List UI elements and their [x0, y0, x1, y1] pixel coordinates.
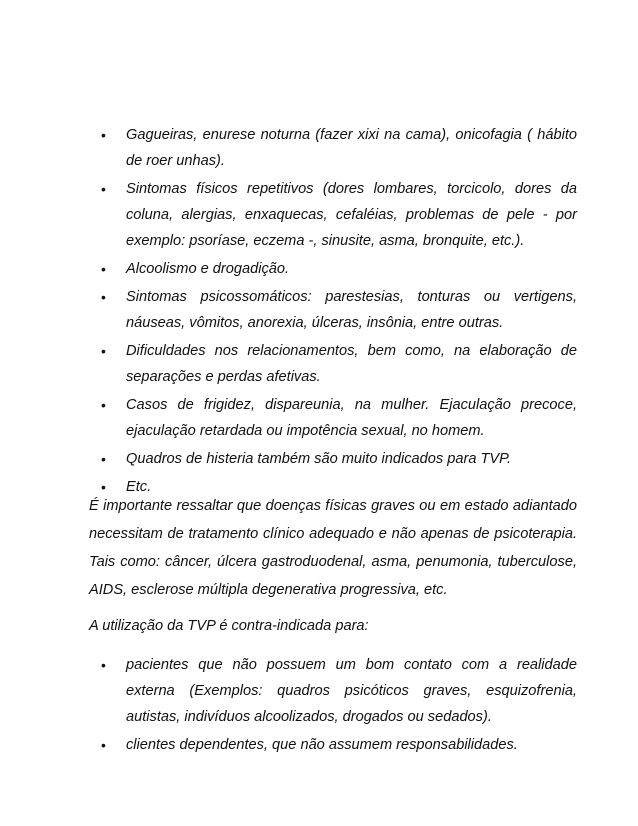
bullet-icon: • [101, 737, 106, 753]
contraindications-list [0, 652, 638, 758]
list-item-text: clientes dependentes, que não assumem responsabilidades. [126, 737, 518, 753]
bullet-icon: • [101, 181, 106, 197]
list-item-text: Sintomas psicossomáticos: parestesias, tonturas ou vertigens, náuseas, vômitos, anorexia, úlceras, insônia, entre outras. [126, 289, 577, 331]
list-item-text: Casos de frigidez, dispareunia, na mulher. Ejaculação precoce, ejaculação retardada ou impotência sexual, no homem. [126, 397, 577, 439]
bullet-icon: • [101, 657, 106, 673]
list-item [0, 256, 638, 282]
list-item [0, 446, 638, 472]
bullet-icon: • [101, 127, 106, 143]
list-item [0, 732, 638, 758]
warning-paragraph: É importante ressaltar que doenças físicas graves ou em estado adiantado necessitam de tratamento clínico adequado e não apenas de psicoterapia. Tais como: câncer, úlcera gastroduodenal, asma, penumonia, tuberculose, AIDS, esclerose múltipla degenerativa progressiva, etc. [89, 498, 577, 598]
bullet-icon: • [101, 289, 106, 305]
list-item-text: Sintomas físicos repetitivos (dores lombares, torcicolo, dores da coluna, alergias, enxaquecas, cefaléias, problemas de pele - por exemplo: psoríase, eczema -, sinusite, asma, bronquite, etc.). [126, 181, 577, 249]
list-item [0, 176, 638, 254]
list-item [0, 392, 638, 444]
bullet-icon: • [101, 261, 106, 277]
list-item-text: Gagueiras, enurese noturna (fazer xixi na cama), onicofagia ( hábito de roer unhas). [126, 127, 577, 169]
bullet-icon: • [101, 397, 106, 413]
list-item-text: Alcoolismo e drogadição. [126, 261, 290, 277]
list-item [0, 652, 638, 730]
list-item [0, 284, 638, 336]
contraindication-heading: A utilização da TVP é contra-indicada para: [89, 618, 369, 634]
list-item-text: Dificuldades nos relacionamentos, bem como, na elaboração de separações e perdas afetivas. [126, 343, 577, 385]
bullet-icon: • [101, 479, 106, 495]
list-item-text: Quadros de histeria também são muito indicados para TVP. [126, 451, 512, 467]
bullet-icon: • [101, 451, 106, 467]
bullet-icon: • [101, 343, 106, 359]
list-item [0, 338, 638, 390]
list-item-text: Etc. [126, 479, 152, 495]
list-item [0, 122, 638, 174]
list-item-text: pacientes que não possuem um bom contato com a realidade externa (Exemplos: quadros psicóticos graves, esquizofrenia, autistas, indivíduos alcoolizados, drogados ou sedados). [126, 657, 577, 725]
indications-list [0, 122, 638, 500]
